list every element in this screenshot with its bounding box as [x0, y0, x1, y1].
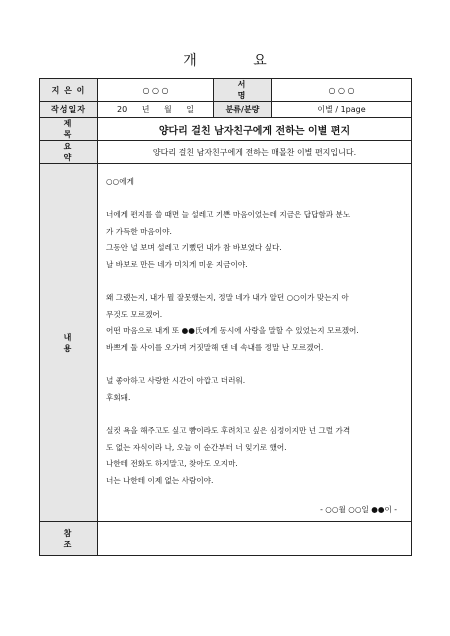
- content-label: 내 용: [40, 164, 98, 522]
- letter-paragraph: [106, 373, 403, 406]
- letter-paragraph: [106, 207, 403, 273]
- letter-line: 후회돼.: [106, 392, 131, 402]
- letter-line: 나한테 전화도 하지말고, 찾아도 오지마.: [106, 459, 238, 469]
- signature-label: 서 명: [214, 79, 272, 102]
- writer-value: ○ ○ ○: [98, 79, 214, 102]
- letter-line: 너에게 편지를 쓸 때면 늘 설레고 기쁜 마음이었는데 지금은 답답함과 분노: [106, 210, 351, 220]
- letter-line: 그동안 널 보며 설레고 기뻤던 내가 참 바보였다 싶다.: [106, 243, 282, 253]
- row-writer: [40, 79, 412, 102]
- row-content: [40, 164, 412, 522]
- category-value: 이별 / 1page: [272, 102, 412, 118]
- letter-line: 가 가득한 마음이야.: [106, 226, 172, 236]
- row-subject: [40, 118, 412, 141]
- letter-line: 도 없는 자식이라 나, 오늘 이 순간부터 너 잊기로 했어.: [106, 442, 287, 452]
- letter-line: ○○에게: [106, 177, 134, 186]
- letter-line: 날 바보로 만든 네가 미치게 미운 지금이야.: [106, 259, 248, 269]
- letter-paragraph: [106, 290, 403, 356]
- row-date: [40, 102, 412, 118]
- letter-line: 바쁘게 둘 사이를 오가며 거짓말해 댄 네 속내를 정말 난 모르겠어.: [106, 342, 324, 352]
- letter-line: 어떤 마음으로 내게 또 ●●氏에게 동시에 사랑을 말할 수 있었는지 모르겠어.: [106, 326, 359, 336]
- letter-signoff: - ○○월 ○○일 ●●이 -: [320, 505, 397, 515]
- reference-value: [98, 522, 412, 556]
- summary-label: 요 약: [40, 141, 98, 164]
- row-reference: [40, 522, 412, 556]
- document-title: 개 요: [183, 53, 293, 69]
- letter-line: 실컷 욕을 해주고도 싶고 뺨이라도 후려치고 싶은 심정이지만 넌 그럴 가격: [106, 425, 351, 435]
- category-label: 분류/분량: [214, 102, 272, 118]
- reference-label: 참 조: [40, 522, 98, 556]
- summary-value: 양다리 걸친 남자친구에게 전하는 매몰찬 이별 편지입니다.: [98, 141, 412, 164]
- letter-paragraphs: [106, 174, 403, 489]
- date-written-label: 작성일자: [40, 102, 98, 118]
- subject-value: 양다리 걸친 남자친구에게 전하는 이별 편지: [98, 118, 412, 141]
- letter-line: 너는 나한테 이제 없는 사람이야.: [106, 475, 214, 485]
- letter-line: 왜 그랬는지, 내가 뭘 잘못했는지, 정말 네가 내가 알던 ○○이가 맞는지 아: [106, 293, 349, 303]
- letter-paragraph: [106, 423, 403, 489]
- outline-form-table: [39, 78, 412, 556]
- date-written-value: 20 년 월 일: [98, 102, 214, 118]
- letter-line: 널 좋아하고 사랑한 시간이 아깝고 더러워.: [106, 376, 246, 386]
- letter-line: 무것도 모르겠어.: [106, 309, 163, 319]
- writer-label: 지 은 이: [40, 79, 98, 102]
- subject-label: 제 목: [40, 118, 98, 141]
- signature-value: ○ ○ ○: [272, 79, 412, 102]
- letter-paragraph: [106, 174, 403, 191]
- row-summary: [40, 141, 412, 164]
- letter-body: [98, 164, 412, 522]
